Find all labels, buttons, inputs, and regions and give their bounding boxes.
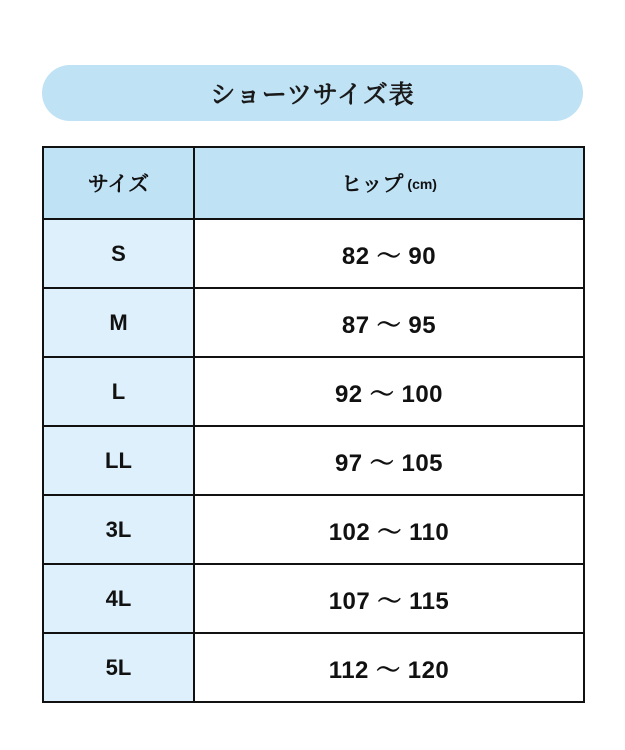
table-body xyxy=(43,219,584,702)
table-row xyxy=(43,633,584,702)
table-header-row xyxy=(43,147,584,219)
cell-size: 3L xyxy=(43,495,194,564)
cell-hip-value: 102 〜 110 xyxy=(328,519,450,546)
cell-hip xyxy=(194,495,584,564)
cell-hip xyxy=(194,288,584,357)
cell-hip-value: 82 〜 90 xyxy=(341,243,437,270)
cell-size: M xyxy=(43,288,194,357)
table-row xyxy=(43,426,584,495)
cell-size: 4L xyxy=(43,564,194,633)
table-row xyxy=(43,357,584,426)
cell-size: LL xyxy=(43,426,194,495)
cell-hip-value: 87 〜 95 xyxy=(341,312,437,339)
cell-hip-value: 97 〜 105 xyxy=(334,450,444,477)
cell-hip xyxy=(194,357,584,426)
column-header-hip xyxy=(194,147,584,219)
cell-hip xyxy=(194,633,584,702)
title-banner xyxy=(42,65,583,121)
table-row xyxy=(43,495,584,564)
size-table xyxy=(42,146,585,703)
cell-hip-value: 92 〜 100 xyxy=(334,381,444,408)
cell-size: 5L xyxy=(43,633,194,702)
page-title: ショーツサイズ表 xyxy=(210,81,415,109)
cell-hip xyxy=(194,426,584,495)
table-header xyxy=(43,147,584,219)
table-row xyxy=(43,288,584,357)
column-header-hip-unit: (cm) xyxy=(407,176,437,192)
cell-size: S xyxy=(43,219,194,288)
table-row xyxy=(43,564,584,633)
cell-hip xyxy=(194,564,584,633)
cell-size: L xyxy=(43,357,194,426)
cell-hip xyxy=(194,219,584,288)
column-header-hip-label: ヒップ xyxy=(341,173,404,196)
table-row xyxy=(43,219,584,288)
column-header-size: サイズ xyxy=(43,147,194,219)
cell-hip-value: 107 〜 115 xyxy=(328,588,450,615)
cell-hip-value: 112 〜 120 xyxy=(328,657,450,684)
